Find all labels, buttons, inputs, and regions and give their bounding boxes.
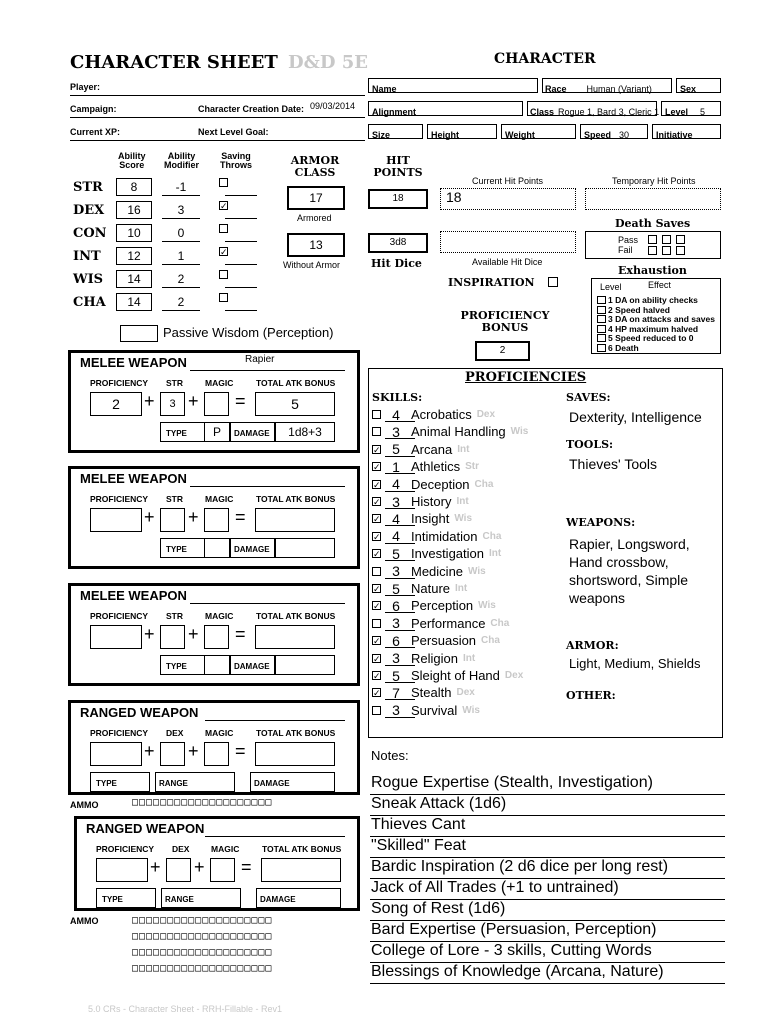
weapons-prof-value[interactable]: Rapier, Longsword, Hand crossbow, shortsword, Simple weapons	[569, 536, 690, 606]
available-hit-dice-label: Available Hit Dice	[472, 257, 543, 267]
temp-hp-field[interactable]	[585, 188, 721, 210]
skill-name: History	[411, 494, 452, 509]
melee-weapon-2-magic-field[interactable]	[204, 508, 229, 532]
name-field[interactable]: Name	[368, 78, 538, 93]
save-checkbox-wis[interactable]	[219, 270, 228, 279]
skill-ability: Dex	[476, 409, 496, 420]
armor-class-label: ARMOR CLASS	[290, 154, 340, 179]
skill-ability: Dex	[456, 687, 475, 699]
temp-hp-label: Temporary Hit Points	[612, 176, 696, 186]
melee-weapon-2-type-field[interactable]: TYPE	[160, 538, 205, 558]
class-field[interactable]: Class Rogue 1, Bard 3, Cleric 1	[527, 101, 657, 116]
passive-wisdom-box[interactable]	[120, 325, 158, 342]
inspiration-label: INSPIRATION	[448, 276, 535, 289]
exhaustion-checkbox-5[interactable]	[597, 334, 606, 342]
exhaustion-level-4: 4 HP maximum halved	[608, 323, 699, 334]
melee-weapon-3-total-header: TOTAL ATK BONUS	[256, 611, 336, 621]
inspiration-checkbox[interactable]	[548, 277, 558, 287]
skill-value[interactable]: 7	[392, 684, 400, 701]
current-xp-label: Current XP:	[70, 127, 121, 137]
skill-ability: Wis	[510, 426, 529, 438]
skill-value[interactable]: 3	[392, 563, 400, 580]
death-pass-1[interactable]	[648, 235, 657, 244]
exhaustion-level-3: 3 DA on attacks and saves	[608, 314, 715, 324]
unarmored-ac-box[interactable]: 13	[287, 233, 345, 257]
melee-weapon-1-damage-field[interactable]: DAMAGE	[230, 422, 275, 442]
skill-ability: Wis	[462, 704, 480, 716]
current-hp-field[interactable]: 18	[440, 188, 576, 210]
skill-checkbox[interactable]	[372, 706, 381, 715]
skill-name: Religion	[411, 650, 458, 666]
ability-name-int: INT	[73, 249, 101, 264]
death-saves-box: Pass Fail	[585, 231, 721, 259]
melee-weapon-3-type-field[interactable]: TYPE	[160, 655, 205, 675]
melee-weapon-1-magic-header: MAGIC	[205, 378, 234, 388]
ammo-tracker-1[interactable]: □□□□□□□□□□□□□□□□□□□□	[132, 797, 273, 808]
ability-mod-str[interactable]: -1	[175, 180, 187, 194]
skill-ability: Int	[462, 652, 476, 664]
hit-dice-box[interactable]: 3d8	[368, 233, 428, 253]
ability-name-con: CON	[73, 226, 107, 241]
melee-weapon-3-damage-field[interactable]: DAMAGE	[230, 655, 275, 675]
ability-score-header: Ability Score	[118, 151, 146, 170]
skill-name: Survival	[411, 702, 458, 718]
note-line[interactable]: Bardic Inspiration (2 d6 dice per long rest)	[370, 858, 725, 879]
melee-weapon-3-damage-value[interactable]	[275, 655, 335, 675]
race-field[interactable]: Race Human (Variant)	[542, 78, 672, 93]
ranged-weapon-2-total-field[interactable]	[261, 858, 341, 882]
skill-value[interactable]: 5	[392, 441, 400, 458]
ability-score-dex[interactable]: 16	[116, 201, 152, 219]
skill-checkbox[interactable]	[372, 427, 381, 436]
save-checkbox-con[interactable]	[219, 224, 228, 233]
melee-weapon-2-stat-field[interactable]	[160, 508, 185, 532]
page-title: CHARACTER SHEET D&D 5E	[70, 52, 368, 73]
melee-weapon-2-damage-value[interactable]	[275, 538, 335, 558]
note-line[interactable]: Jack of All Trades (+1 to untrained)	[370, 879, 725, 900]
save-checkbox-int[interactable]: ✓	[220, 247, 228, 257]
ability-name-dex: DEX	[73, 203, 105, 218]
armor-prof-label: ARMOR:	[566, 639, 619, 652]
melee-weapon-2-total-field[interactable]	[255, 508, 335, 532]
skill-name: Athletics	[411, 459, 461, 475]
skill-checkbox[interactable]: ✓	[373, 444, 381, 455]
page-subtitle: D&D 5E	[288, 52, 368, 73]
saves-label: SAVES:	[566, 391, 611, 404]
creation-date-value[interactable]: 09/03/2014	[310, 101, 356, 111]
exhaustion-label: Exhaustion	[618, 264, 687, 277]
ranged-weapon-2-range-field[interactable]: RANGE	[161, 888, 241, 908]
skill-checkbox[interactable]: ✓	[373, 497, 381, 507]
saves-value[interactable]: Dexterity, Intelligence	[569, 409, 702, 425]
proficiencies-title: PROFICIENCIES	[465, 370, 587, 385]
saving-throws-header: Saving Throws	[220, 151, 253, 170]
ranged-weapon-2-magic-field[interactable]	[210, 858, 235, 882]
skill-value[interactable]: 4	[392, 476, 400, 493]
melee-weapon-1-total-field[interactable]: 5	[255, 392, 335, 416]
skill-checkbox[interactable]	[372, 619, 381, 628]
other-prof-label: OTHER:	[566, 689, 616, 702]
skill-checkbox[interactable]: ✓	[373, 479, 381, 490]
ability-score-con[interactable]: 10	[116, 224, 152, 242]
skill-value[interactable]: 4	[392, 528, 400, 545]
melee-weapon-1-name[interactable]: Rapier	[245, 354, 275, 365]
ranged-weapon-1-total-field[interactable]	[255, 742, 335, 766]
next-level-label: Next Level Goal:	[198, 127, 269, 137]
skill-name: Medicine	[411, 563, 464, 579]
skill-value[interactable]: 1	[392, 458, 400, 475]
melee-weapon-1-magic-field[interactable]	[204, 392, 229, 416]
speed-field[interactable]: Speed 30	[580, 124, 648, 139]
melee-weapon-3-magic-header: MAGIC	[205, 611, 234, 621]
ability-name-wis: WIS	[73, 272, 104, 287]
campaign-label: Campaign:	[70, 104, 117, 114]
melee-weapon-2-stat-header: STR	[166, 494, 183, 504]
skill-name: Persuasion	[411, 633, 477, 649]
skill-name: Investigation	[411, 546, 484, 562]
skill-ability: Wis	[468, 565, 486, 577]
exhaustion-checkbox-2[interactable]	[597, 306, 606, 314]
skill-ability: Wis	[454, 513, 473, 525]
ability-mod-dex[interactable]: 3	[177, 203, 185, 217]
alignment-field[interactable]: Alignment	[368, 101, 523, 116]
melee-weapon-1-prof-header: PROFICIENCY	[90, 378, 149, 388]
current-hp-label: Current Hit Points	[472, 176, 544, 186]
armored-ac-box[interactable]: 17	[287, 186, 345, 210]
melee-weapon-3-label: MELEE WEAPON	[80, 588, 187, 603]
melee-weapon-3-prof-field[interactable]	[90, 625, 142, 649]
skill-name: Stealth	[411, 685, 452, 701]
ranged-weapon-1-prof-header: PROFICIENCY	[90, 728, 149, 738]
melee-weapon-3-stat-field[interactable]	[160, 625, 185, 649]
skill-value[interactable]: 5	[392, 545, 400, 562]
ranged-weapon-1-magic-field[interactable]	[204, 742, 229, 766]
note-line[interactable]: Rogue Expertise (Stealth, Investigation)	[370, 774, 725, 795]
skill-checkbox[interactable]: ✓	[373, 636, 381, 647]
notes-label: Notes:	[371, 748, 409, 763]
ranged-weapon-2-prof-header: PROFICIENCY	[96, 844, 155, 854]
skill-value[interactable]: 5	[392, 667, 400, 684]
death-fail-3[interactable]	[676, 246, 685, 255]
melee-weapon-2-type-value[interactable]	[204, 538, 230, 558]
tools-value[interactable]: Thieves' Tools	[569, 456, 658, 472]
proficiency-bonus-label: PROFICIENCY BONUS	[460, 309, 550, 334]
skill-name: Arcana	[411, 441, 453, 457]
skill-checkbox[interactable]: ✓	[373, 549, 381, 560]
skill-value[interactable]: 5	[392, 580, 400, 597]
note-line[interactable]: Blessings of Knowledge (Arcana, Nature)	[370, 963, 725, 984]
skill-value[interactable]: 4	[392, 406, 400, 423]
ranged-weapon-2-stat-header: DEX	[172, 844, 190, 854]
skill-name: Nature	[411, 581, 451, 596]
ranged-weapon-1-stat-header: DEX	[166, 728, 184, 738]
melee-weapon-1-type-field[interactable]: TYPE	[160, 422, 205, 442]
exhaustion-level-5: 5 Speed reduced to 0	[608, 333, 694, 343]
exhaustion-level-6: 6 Death	[608, 342, 639, 353]
melee-weapon-3-magic-field[interactable]	[204, 625, 229, 649]
note-line[interactable]: Thieves Cant	[370, 816, 725, 837]
skill-ability: Int	[457, 443, 470, 455]
ranged-weapon-1-label: RANGED WEAPON	[80, 705, 199, 720]
ability-score-str[interactable]: 8	[116, 178, 152, 196]
melee-weapon-2-prof-header: PROFICIENCY	[90, 494, 149, 504]
skill-ability: Dex	[504, 670, 524, 681]
ability-mod-int[interactable]: 1	[177, 249, 185, 263]
note-line[interactable]: "Skilled" Feat	[370, 837, 725, 858]
skill-checkbox[interactable]: ✓	[373, 688, 381, 699]
ammo-label-2: AMMO	[70, 916, 99, 926]
ability-score-cha[interactable]: 14	[116, 293, 152, 311]
unarmored-label: Without Armor	[283, 260, 341, 270]
skill-name: Perception	[411, 598, 474, 614]
note-line[interactable]: Sneak Attack (1d6)	[370, 795, 725, 816]
skill-value[interactable]: 3	[392, 650, 400, 667]
skills-label: SKILLS:	[372, 391, 423, 404]
skill-value[interactable]: 6	[392, 597, 400, 614]
ability-mod-cha[interactable]: 2	[177, 295, 185, 309]
note-line[interactable]: College of Lore - 3 skills, Cutting Words	[370, 942, 725, 963]
skill-checkbox[interactable]	[372, 567, 381, 576]
tools-label: TOOLS:	[566, 438, 614, 451]
ranged-weapon-2-magic-header: MAGIC	[211, 844, 240, 854]
ranged-weapon-1-stat-field[interactable]	[160, 742, 185, 766]
melee-weapon-2-label: MELEE WEAPON	[80, 471, 187, 486]
skill-name: Insight	[411, 511, 450, 527]
save-checkbox-cha[interactable]	[219, 293, 228, 302]
armored-label: Armored	[297, 213, 332, 223]
ranged-weapon-2-stat-field[interactable]	[166, 858, 191, 882]
melee-weapon-2-prof-field[interactable]	[90, 508, 142, 532]
melee-weapon-2-magic-header: MAGIC	[205, 494, 234, 504]
ranged-weapon-1-prof-field[interactable]	[90, 742, 142, 766]
melee-weapon-1-type-value[interactable]: P	[204, 422, 230, 442]
melee-weapon-3-total-field[interactable]	[255, 625, 335, 649]
skill-checkbox[interactable]: ✓	[373, 584, 381, 594]
ranged-weapon-2-label: RANGED WEAPON	[86, 821, 205, 836]
size-field[interactable]: Size	[368, 124, 423, 139]
skill-checkbox[interactable]: ✓	[373, 514, 381, 525]
ammo-tracker-2[interactable]: □□□□□□□□□□□□□□□□□□□□ □□□□□□□□□□□□□□□□□□□□ □□□□□□□□□□□□□□□□□□□□ □□□□□□□□□□□□□□□□□□□□	[132, 915, 273, 974]
weight-field[interactable]: Weight	[501, 124, 576, 139]
save-checkbox-dex[interactable]: ✓	[220, 201, 228, 211]
death-pass-3[interactable]	[676, 235, 685, 244]
ranged-weapon-1-damage-field[interactable]: DAMAGE	[250, 772, 335, 792]
melee-weapon-3-stat-header: STR	[166, 611, 183, 621]
death-fail-1[interactable]	[648, 246, 657, 255]
sex-field[interactable]: Sex	[676, 78, 721, 93]
skill-checkbox[interactable]: ✓	[373, 462, 381, 473]
exhaustion-level-1: 1 DA on ability checks	[608, 295, 698, 305]
skill-value[interactable]: 4	[392, 510, 400, 527]
skill-checkbox[interactable]: ✓	[373, 671, 381, 681]
skill-ability: Cha	[474, 478, 494, 490]
skill-value[interactable]: 3	[392, 615, 400, 632]
exhaustion-box: Level Effect 1 DA on ability checks 2 Speed halved 3 DA on attacks and saves 4 HP maximum halved 5 Speed reduced to 0 6 Death	[591, 278, 721, 354]
exhaustion-checkbox-6[interactable]	[597, 344, 606, 352]
ranged-weapon-2-type-field[interactable]: TYPE	[96, 888, 156, 908]
melee-weapon-2-damage-field[interactable]: DAMAGE	[230, 538, 275, 558]
skill-ability: Str	[465, 461, 480, 473]
ranged-weapon-1-range-field[interactable]: RANGE	[155, 772, 235, 792]
skill-ability: Cha	[482, 530, 502, 542]
ranged-weapon-1-type-field[interactable]: TYPE	[90, 772, 150, 792]
ammo-label-1: AMMO	[70, 800, 99, 810]
initiative-field[interactable]: Initiative	[652, 124, 721, 139]
note-line[interactable]: Song of Rest (1d6)	[370, 900, 725, 921]
save-checkbox-str[interactable]	[219, 178, 228, 187]
skill-name: Sleight of Hand	[411, 668, 500, 683]
death-saves-label: Death Saves	[615, 217, 691, 230]
skill-ability: Cha	[490, 617, 510, 629]
ability-score-int[interactable]: 12	[116, 247, 152, 265]
melee-weapon-1-damage-value[interactable]: 1d8+3	[275, 422, 335, 442]
passive-wisdom-label: Passive Wisdom (Perception)	[163, 325, 334, 340]
ability-name-cha: CHA	[73, 295, 106, 310]
skill-ability: Int	[489, 548, 502, 560]
death-pass-2[interactable]	[662, 235, 671, 244]
footer-text: 5.0 CRs - Character Sheet - RRH-Fillable - Rev1	[88, 1004, 283, 1014]
skill-name: Acrobatics	[411, 407, 472, 422]
ranged-weapon-1-magic-header: MAGIC	[205, 728, 234, 738]
skill-ability: Int	[456, 496, 469, 507]
skill-name: Deception	[411, 476, 470, 492]
melee-weapon-2-total-header: TOTAL ATK BONUS	[256, 494, 336, 504]
ranged-weapon-2-prof-field[interactable]	[96, 858, 148, 882]
hit-dice-label: Hit Dice	[371, 257, 422, 270]
skill-checkbox[interactable]: ✓	[373, 653, 381, 664]
melee-weapon-3-type-value[interactable]	[204, 655, 230, 675]
ranged-weapon-2-damage-field[interactable]: DAMAGE	[256, 888, 341, 908]
weapons-prof-label: WEAPONS:	[566, 516, 636, 529]
proficiency-bonus-box[interactable]: 2	[475, 341, 530, 361]
ability-mod-con[interactable]: 0	[177, 226, 185, 240]
melee-weapon-3-prof-header: PROFICIENCY	[90, 611, 149, 621]
ranged-weapon-1-total-header: TOTAL ATK BONUS	[256, 728, 336, 738]
exhaustion-checkbox-3[interactable]	[597, 315, 606, 323]
skill-value[interactable]: 3	[392, 702, 400, 719]
death-fail-2[interactable]	[662, 246, 671, 255]
skill-name: Intimidation	[411, 528, 478, 544]
player-label: Player:	[70, 82, 101, 92]
armor-prof-value[interactable]: Light, Medium, Shields	[569, 656, 701, 671]
exhaustion-checkbox-4[interactable]	[597, 325, 606, 333]
character-heading: CHARACTER	[494, 51, 596, 67]
ability-mod-wis[interactable]: 2	[177, 272, 185, 286]
exhaustion-level-2: 2 Speed halved	[608, 304, 670, 315]
exhaustion-checkbox-1[interactable]	[597, 296, 606, 304]
skill-checkbox[interactable]	[372, 410, 381, 419]
skill-name: Performance	[411, 615, 486, 631]
hit-points-label: HIT POINTS	[373, 154, 423, 179]
skill-ability: Cha	[481, 635, 500, 647]
ability-name-str: STR	[73, 180, 103, 195]
max-hp-box[interactable]: 18	[368, 189, 428, 209]
ability-modifier-header: Ability Modifier	[164, 151, 199, 170]
melee-weapon-1-stat-field[interactable]: 3	[160, 392, 185, 416]
melee-weapon-1-stat-header: STR	[166, 378, 183, 388]
level-field[interactable]: Level 5	[661, 101, 721, 116]
ability-score-wis[interactable]: 14	[116, 270, 152, 288]
creation-date-label: Character Creation Date:	[198, 104, 305, 114]
available-hit-dice-field[interactable]	[440, 231, 576, 253]
skill-ability: Wis	[478, 600, 496, 612]
skill-value[interactable]: 3	[392, 423, 400, 440]
melee-weapon-1-total-header: TOTAL ATK BONUS	[256, 378, 336, 388]
skill-checkbox[interactable]: ✓	[373, 601, 381, 612]
skill-name: Animal Handling	[411, 424, 506, 440]
skill-ability: Int	[455, 583, 468, 594]
melee-weapon-1-label: MELEE WEAPON	[80, 355, 187, 370]
note-line[interactable]: Bard Expertise (Persuasion, Perception)	[370, 921, 725, 942]
melee-weapon-1-prof-field[interactable]: 2	[90, 392, 142, 416]
skill-checkbox[interactable]: ✓	[373, 531, 381, 542]
ranged-weapon-2-total-header: TOTAL ATK BONUS	[262, 844, 342, 854]
height-field[interactable]: Height	[427, 124, 497, 139]
skill-value[interactable]: 3	[392, 493, 400, 510]
skill-value[interactable]: 6	[392, 632, 400, 649]
